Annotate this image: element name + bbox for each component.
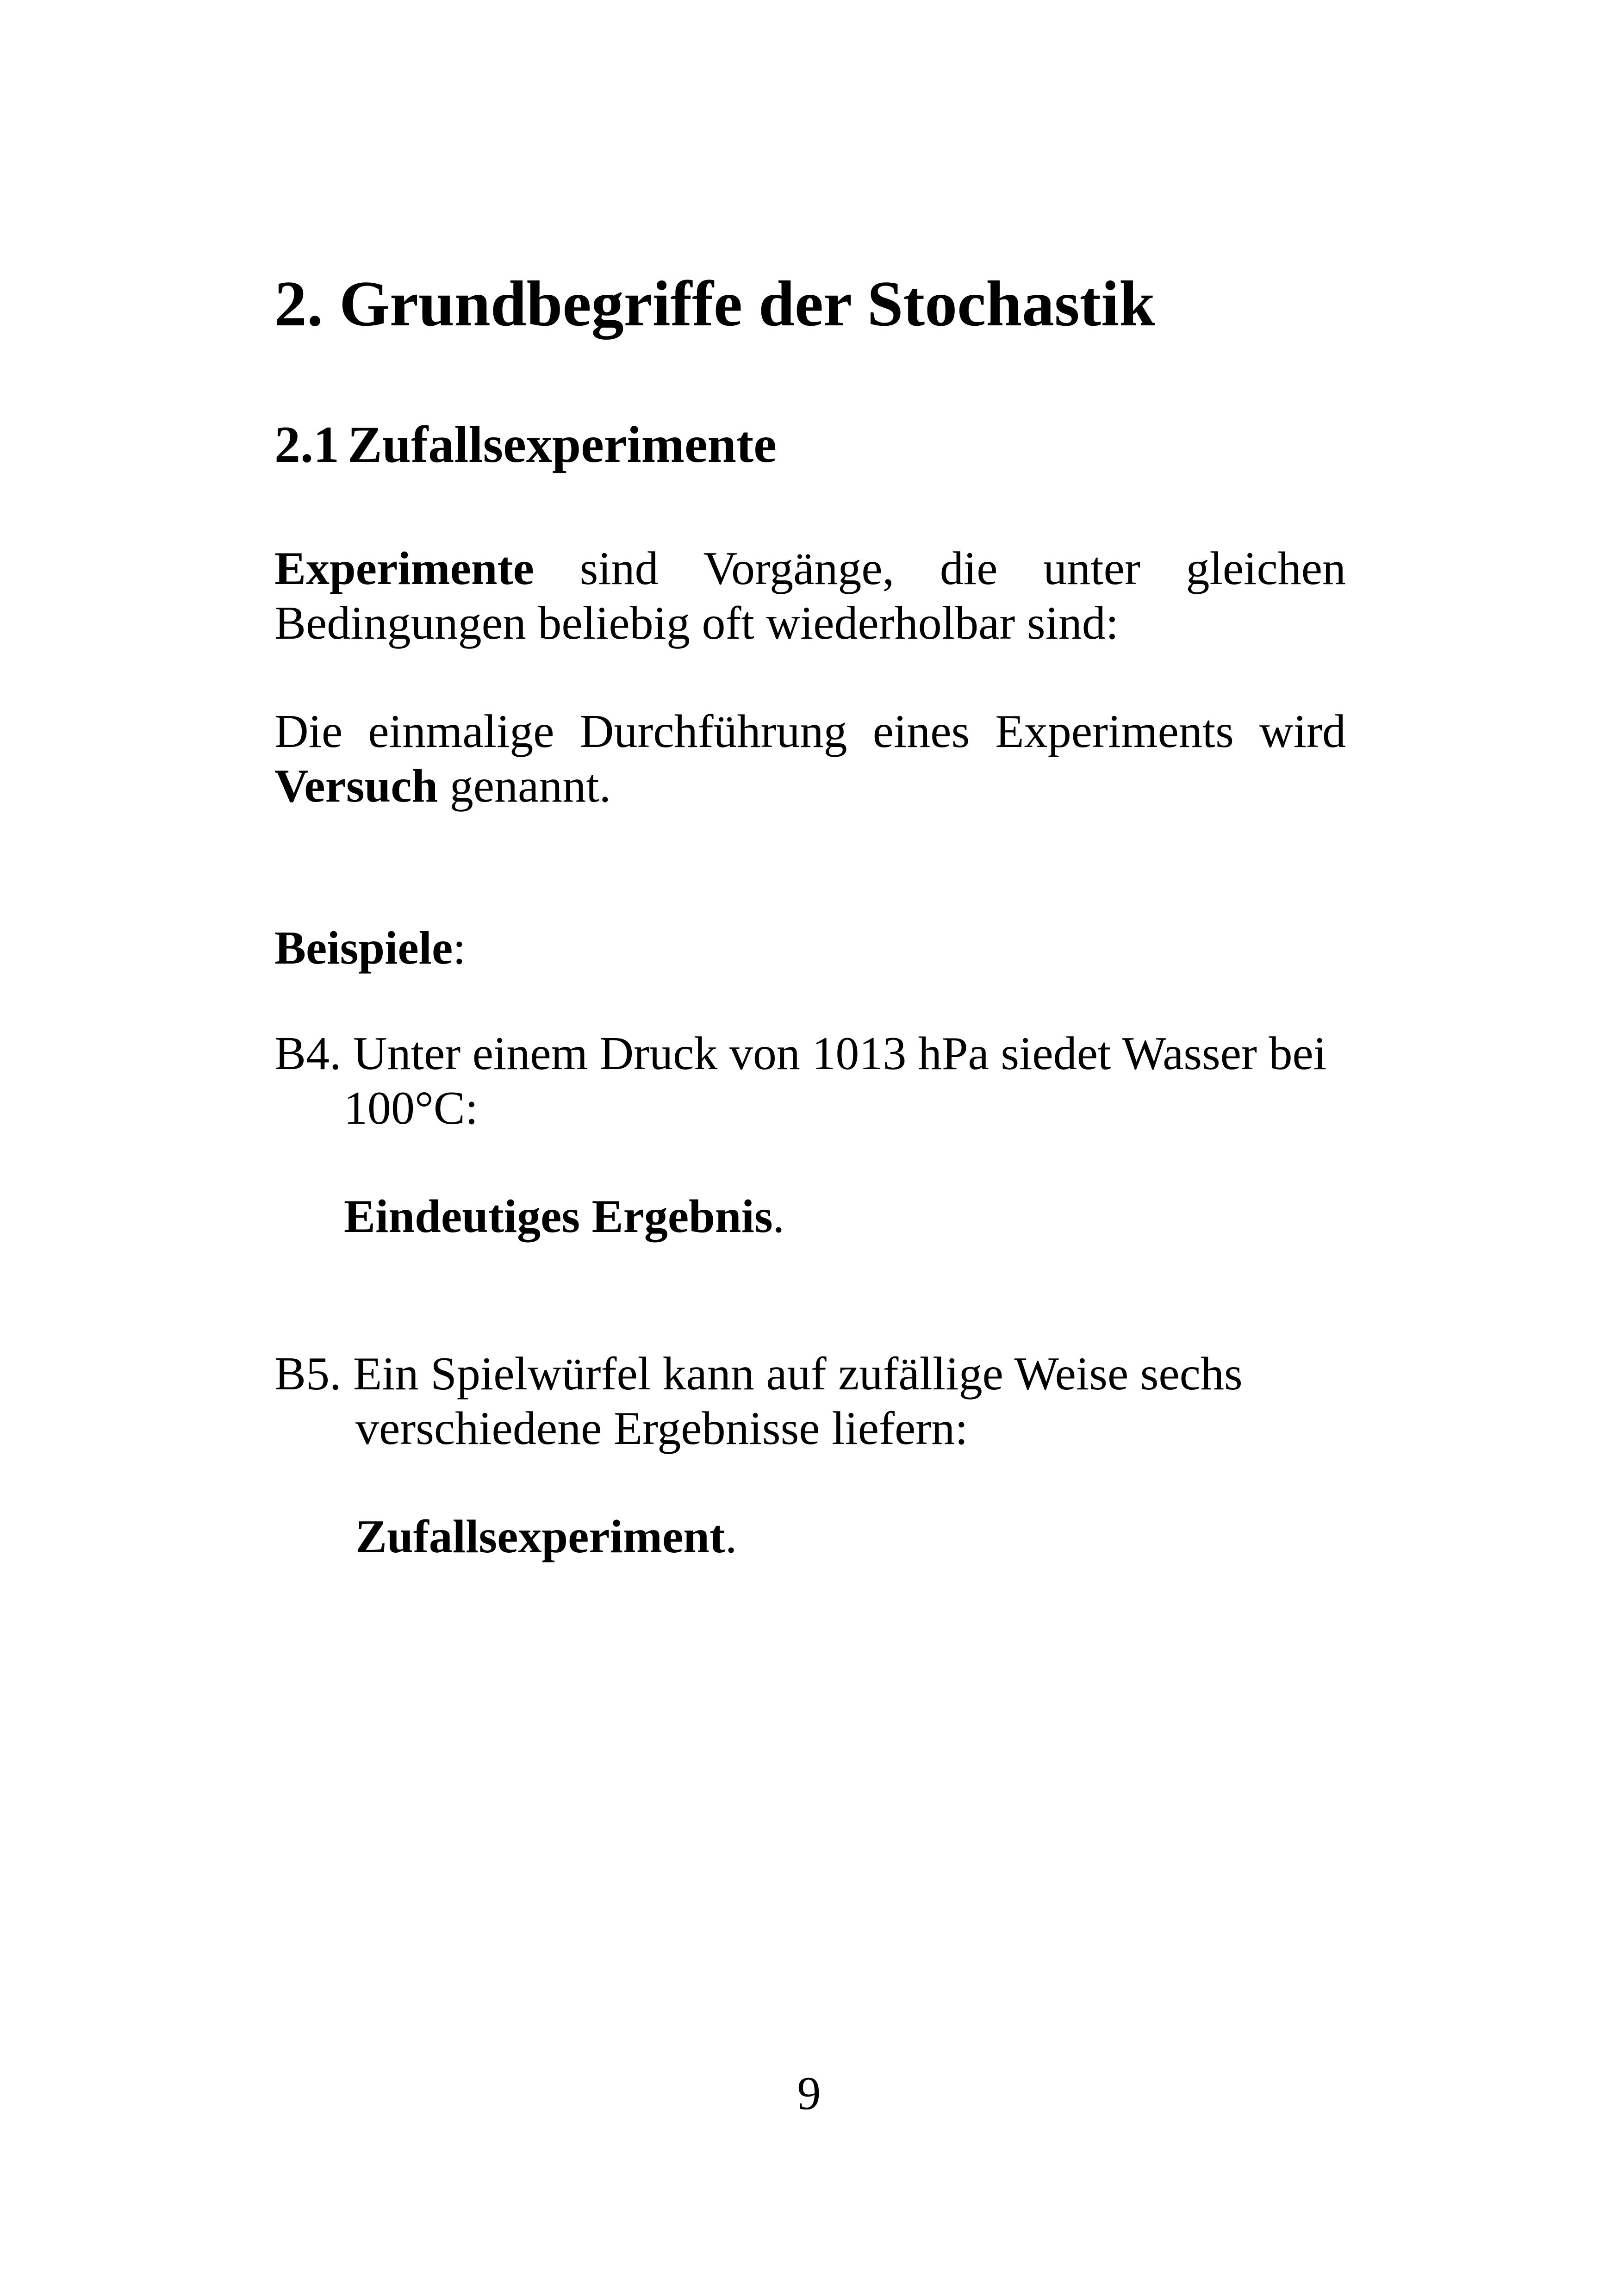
result-label: Eindeutiges Ergebnis [344, 1190, 773, 1243]
word: gleichen [1186, 542, 1346, 595]
section-number: 2.1 [274, 416, 339, 473]
paragraph-line [274, 704, 1346, 759]
word: Durchführung [579, 705, 847, 758]
page-number: 9 [797, 2067, 821, 2120]
word: sind [579, 542, 659, 595]
word: Vorgänge, [703, 542, 895, 595]
section-heading [274, 417, 777, 473]
example-b4 [274, 1027, 1346, 1136]
word: die [940, 542, 998, 595]
chapter-title: 2. Grundbegriffe der Stochastik [274, 268, 1155, 340]
examples-heading-suffix: : [453, 922, 466, 974]
result-suffix: . [725, 1511, 737, 1563]
example-line: B4. Unter einem Druck von 1013 hPa siedet Wasser bei [274, 1027, 1327, 1080]
example-line: 100°C: [344, 1082, 479, 1134]
definition-versuch [274, 704, 1346, 814]
result-label: Zufallsexperiment [355, 1511, 725, 1563]
example-line: verschiedene Ergebnisse liefern: [355, 1402, 968, 1455]
section-title: Zufallsexperimente [348, 416, 777, 473]
definition-experimente [274, 541, 1346, 651]
result-suffix: . [772, 1190, 785, 1243]
paragraph-line [274, 759, 1346, 814]
term-versuch: Versuch [274, 760, 438, 812]
paragraph-line: Bedingungen beliebig oft wiederholbar sind: [274, 597, 1119, 649]
examples-heading-label: Beispiele [274, 922, 453, 974]
example-line: B5. Ein Spielwürfel kann auf zufällige Weise sechs [274, 1348, 1243, 1400]
word: Die [274, 705, 343, 758]
paragraph-line [274, 541, 1346, 596]
word: eines [872, 705, 970, 758]
example-b5 [274, 1347, 1346, 1456]
example-b5-result [355, 1510, 737, 1564]
word: Experiments [995, 705, 1234, 758]
word: wird [1259, 705, 1346, 758]
examples-heading [274, 921, 1346, 976]
paragraph-text: genannt. [438, 760, 611, 812]
word: unter [1043, 542, 1140, 595]
example-b4-result [344, 1189, 784, 1244]
term-experimente: Experimente [274, 542, 534, 595]
word: einmalige [368, 705, 554, 758]
